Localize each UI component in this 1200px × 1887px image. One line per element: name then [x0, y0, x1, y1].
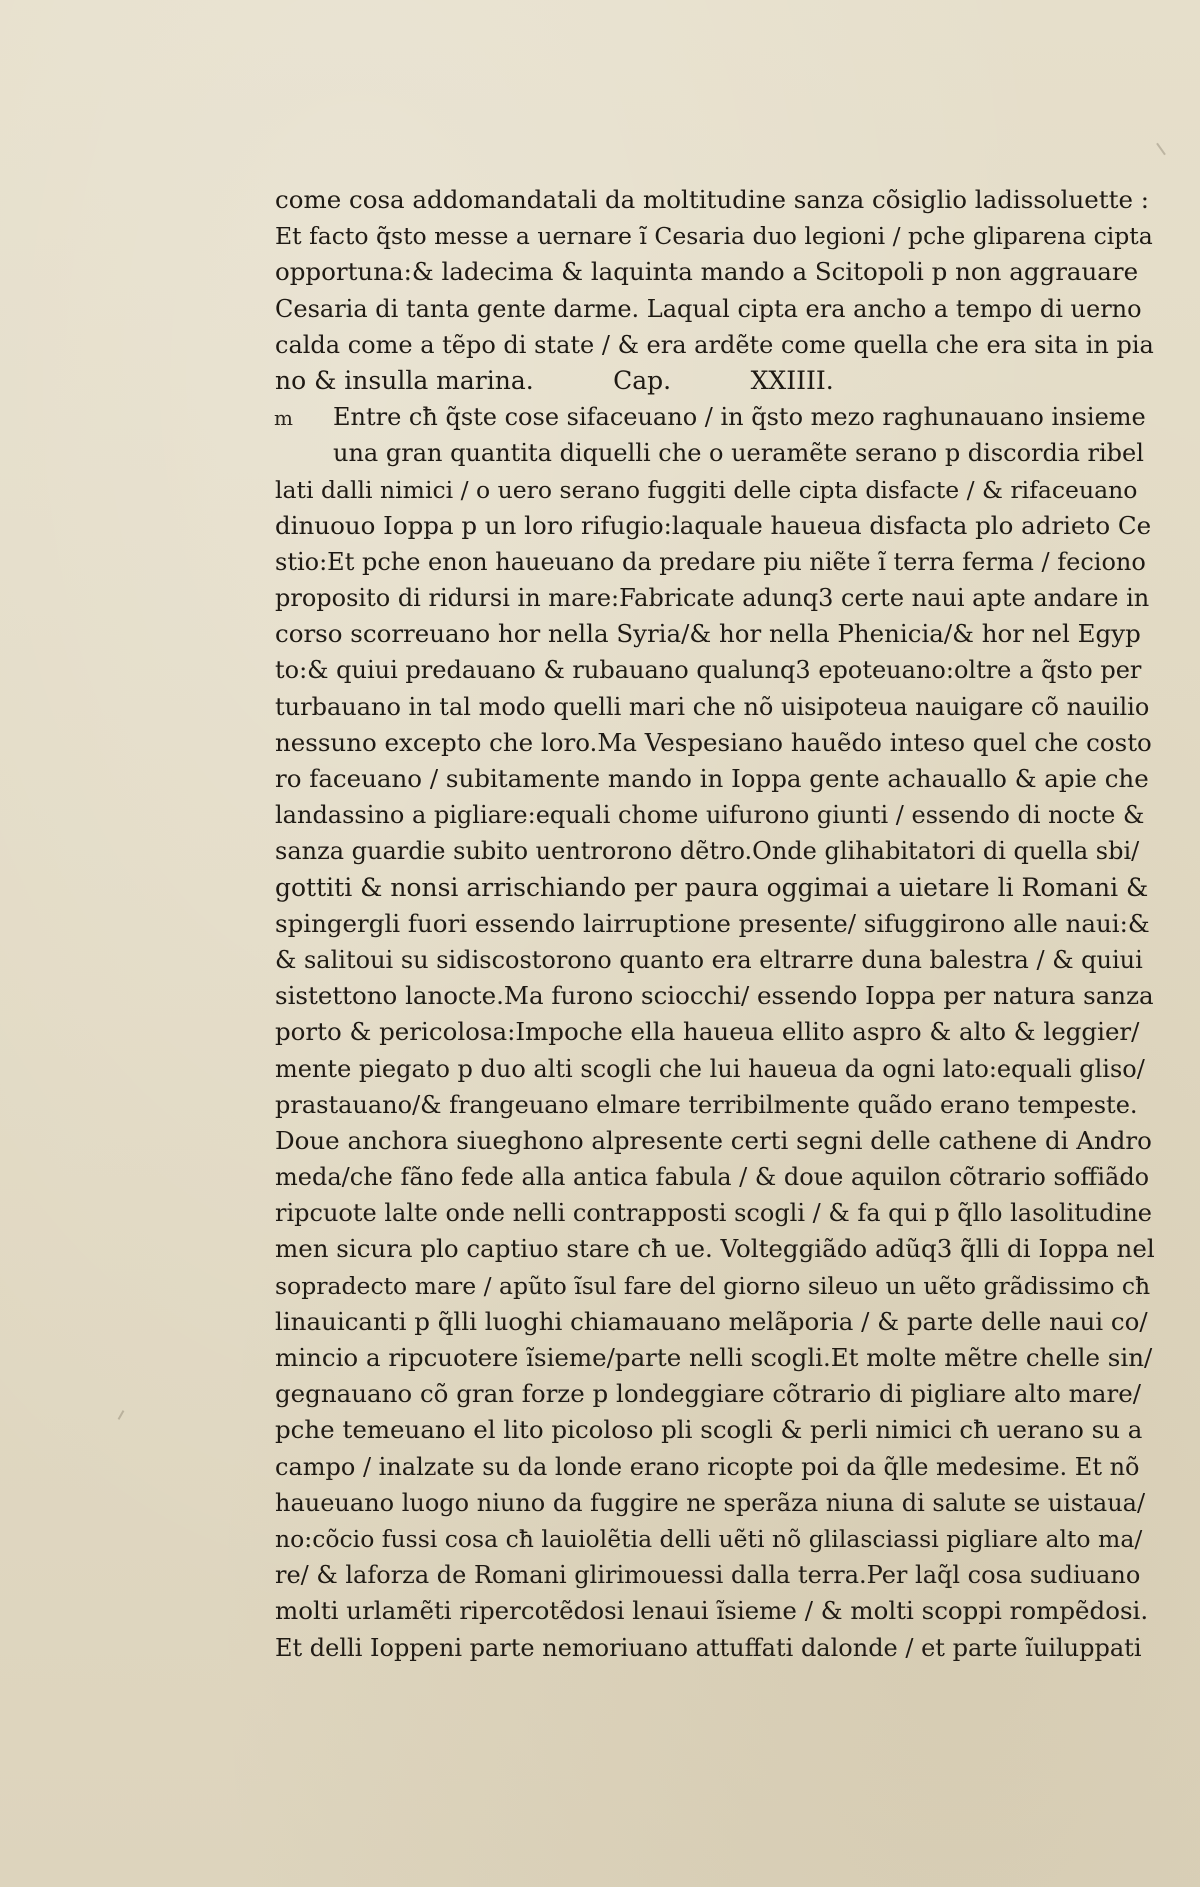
text-line: molti urlamẽti ripercotẽdosi lenaui ĩsieme / & molti scoppi rompẽdosi. — [275, 1596, 1149, 1626]
text-line: men sicura plo captiuo stare cħ ue. Volteggiãdo adũq3 q̃lli di Ioppa nel — [275, 1234, 1155, 1264]
text-line: Et facto q̃sto messe a uernare ĩ Cesaria duo legioni / pche gliparena cipta — [275, 222, 1153, 251]
text-line: sopradecto mare / apũto ĩsul fare del giorno sileuo un uẽto grãdissimo cħ — [275, 1271, 1151, 1300]
text-line: landassino a pigliare:equali chome uifurono giunti / essendo di nocte & — [275, 801, 1145, 830]
text-line: mente piegato p duo alti scogli che lui haueua da ogni lato:equali gliso/ — [275, 1054, 1145, 1083]
text-line: Et delli Ioppeni parte nemoriuano attuffati dalonde / et parte ĩuiluppati — [275, 1633, 1142, 1662]
text-line: opportuna:& ladecima & laquinta mando a Scitopoli p non aggrauare — [275, 257, 1139, 287]
body-text — [275, 182, 1155, 1666]
text-line: stio:Et pche enon haueuano da predare piu niẽte ĩ terra ferma / feciono — [275, 547, 1146, 576]
text-line: & salitoui su sidiscostorono quanto era eltrarre duna balestra / & quiui — [275, 945, 1143, 974]
text-line: mincio a ripcuotere ĩsieme/parte nelli scogli.Et molte mẽtre chelle sin/ — [275, 1343, 1153, 1372]
text-line: lati dalli nimici / o uero serano fuggiti delle cipta disfacte / & rifaceuano — [275, 475, 1138, 504]
text-line: dinuouo Ioppa p un loro rifugio:laquale haueua disfacta plo adrieto Ce — [275, 510, 1152, 540]
text-line: haueuano luogo niuno da fuggire ne sperãza niuna di salute se uistaua/ — [275, 1488, 1146, 1517]
text-line: spingergli fuori essendo lairruptione presente/ sifuggirono alle naui:& — [275, 908, 1150, 938]
text-line: no:cõcio fussi cosa cħ lauiolẽtia delli uẽti nõ glilasciassi pigliare alto ma/ — [275, 1524, 1143, 1553]
text-line: come cosa addomandatali da moltitudine sanza cõsiglio ladissoluette : — [275, 185, 1149, 214]
text-line: to:& quiui predauano & rubauano qualunq3 epoteuano:oltre a q̃sto per — [275, 656, 1142, 685]
text-line: re/ & laforza de Romani glirimouessi dalla terra.Per laq̃l cosa sudiuano — [275, 1561, 1141, 1590]
text-line: linauicanti p q̃lli luoghi chiamauano melãporia / & parte delle naui co/ — [275, 1306, 1148, 1336]
paper-mark — [118, 1410, 125, 1420]
text-line: pche temeuano el lito picoloso pli scogli & perli nimici cħ uerano su a — [275, 1415, 1143, 1445]
text-line: Entre cħ q̃ste cose sifaceuano / in q̃sto mezo raghunauano insieme — [333, 403, 1146, 432]
text-line: prastauano/& frangeuano elmare terribilmente quãdo erano tempeste. — [275, 1090, 1138, 1119]
text-line: porto & pericolosa:Impoche ella haueua ellito aspro & alto & leggier/ — [275, 1017, 1140, 1047]
text-line: turbauano in tal modo quelli mari che nõ uisipoteua nauigare cõ nauilio — [275, 692, 1150, 721]
text-line: sanza guardie subito uentrorono dẽtro.Onde glihabitatori di quella sbi/ — [275, 837, 1140, 866]
text-line: gegnauano cõ gran forze p londeggiare cõtrario di pigliare alto mare/ — [275, 1379, 1141, 1409]
paper-mark — [1156, 143, 1166, 156]
text-line: proposito di ridursi in mare:Fabricate adunq3 certe naui apte andare in — [275, 584, 1150, 613]
marginal-letter: m — [274, 406, 293, 430]
text-line: una gran quantita diquelli che o ueramẽte serano p discordia ribel — [333, 439, 1144, 468]
text-line: nessuno excepto che loro.Ma Vespesiano hauẽdo inteso quel che costo — [275, 727, 1152, 757]
chapter-heading-line: no & insulla marina. Cap. XXIIII. — [275, 365, 834, 395]
text-line: Doue anchora siueghono alpresente certi segni delle cathene di Andro — [275, 1125, 1152, 1155]
text-line: Cesaria di tanta gente darme. Laqual cipta era ancho a tempo di uerno — [275, 294, 1142, 323]
text-line: ripcuote lalte onde nelli contrapposti scogli / & fa qui p q̃llo lasolitudine — [275, 1199, 1152, 1228]
text-line: corso scorreuano hor nella Syria/& hor nella Phenicia/& hor nel Egyp — [275, 619, 1141, 649]
text-line: sistettono lanocte.Ma furono sciocchi/ essendo Ioppa per natura sanza — [275, 981, 1154, 1011]
text-line: campo / inalzate su da londe erano ricopte poi da q̃lle medesime. Et nõ — [275, 1452, 1140, 1481]
text-line: gottiti & nonsi arrischiando per paura oggimai a uietare li Romani & — [275, 872, 1149, 902]
text-line: meda/che fãno fede alla antica fabula / & doue aquilon cõtrario soffiãdo — [275, 1163, 1150, 1192]
text-line: ro faceuano / subitamente mando in Ioppa gente achauallo & apie che — [275, 764, 1149, 793]
text-line: calda come a tẽpo di state / & era ardẽte come quella che era sita in pia — [275, 330, 1154, 359]
